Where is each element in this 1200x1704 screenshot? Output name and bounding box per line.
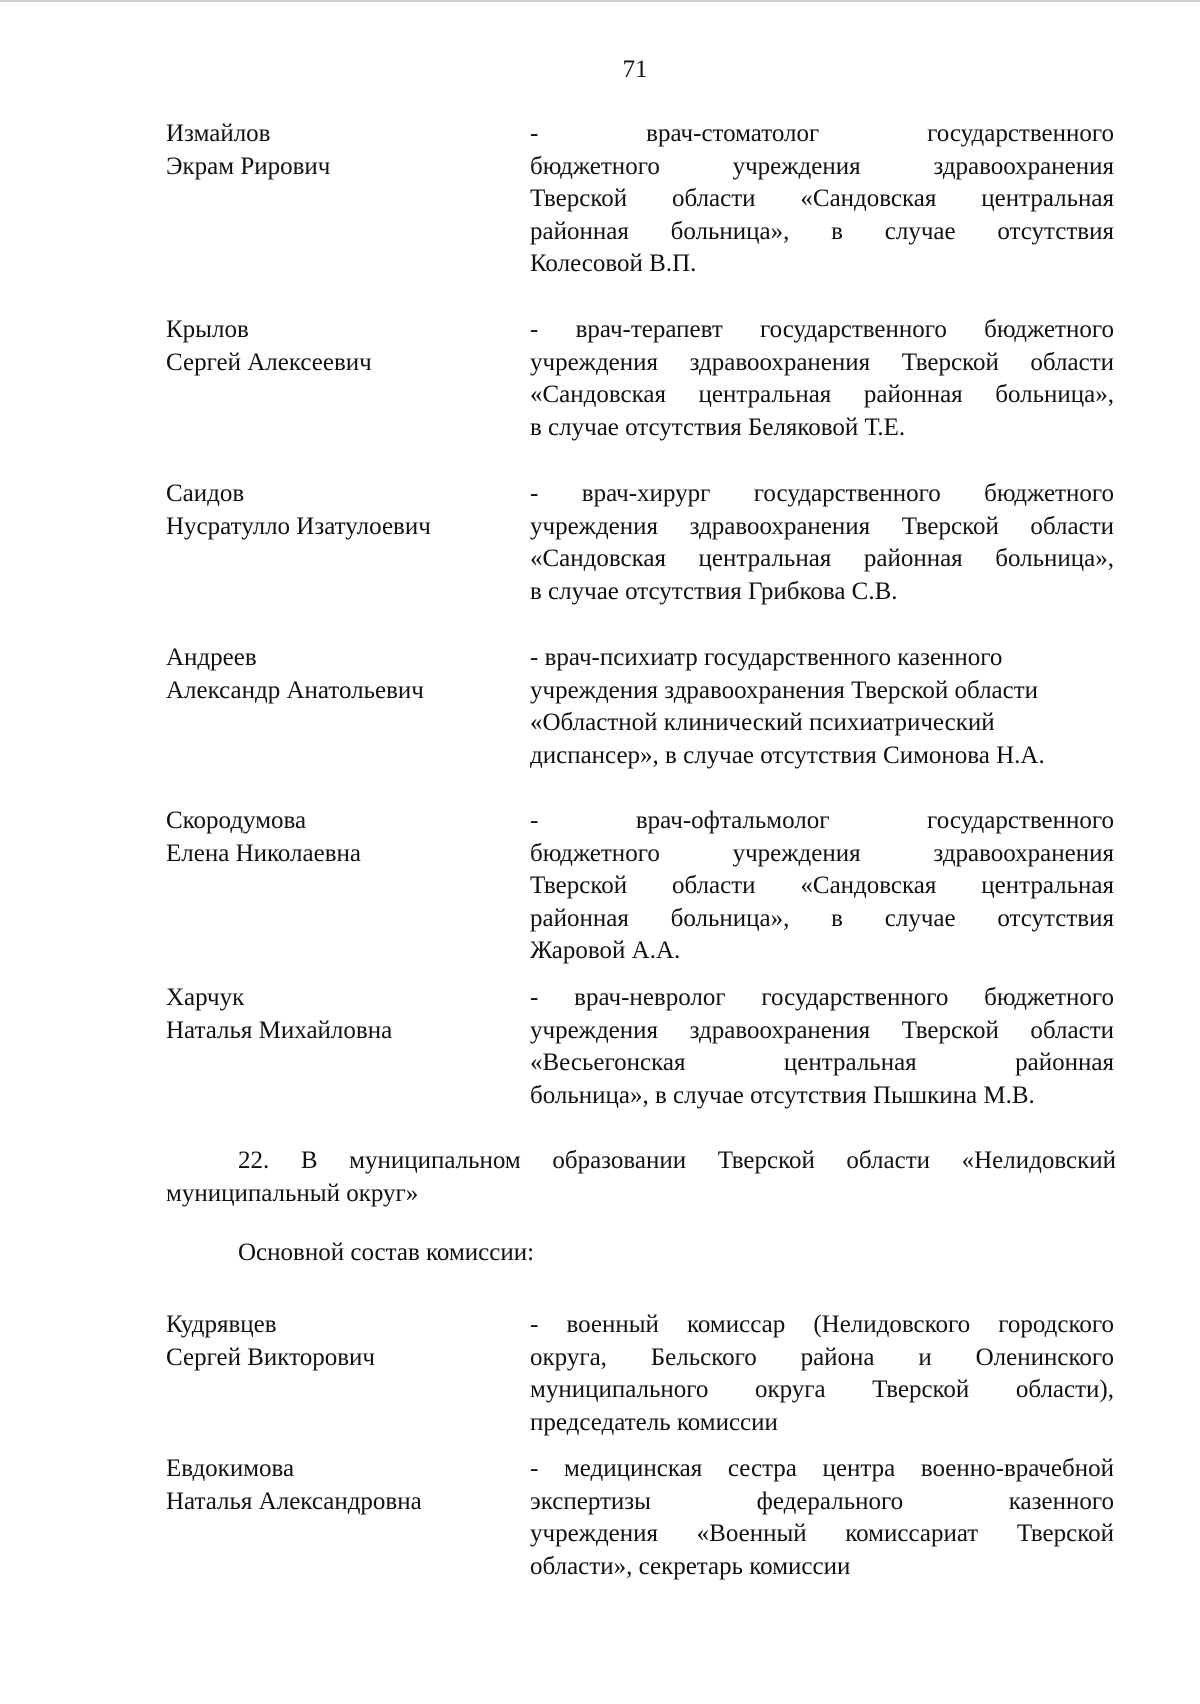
desc-line: округа, Бельского района и Оленинского — [530, 1343, 1114, 1371]
member-name — [166, 314, 486, 379]
desc-line: области», секретарь комиссии — [530, 1552, 851, 1580]
desc-line: в случае отсутствия Грибкова С.В. — [530, 577, 898, 605]
member-surname: Измайлов — [166, 120, 271, 147]
desc-line: больница», в случае отсутствия Пышкина М.В. — [530, 1081, 1035, 1109]
desc-line: учреждения здравоохранения Тверской области — [530, 676, 1039, 704]
member-name — [166, 642, 486, 707]
member-given-name: Елена Николаевна — [166, 839, 361, 867]
desc-line: - врач-хирург государственного бюджетного — [530, 480, 1114, 507]
desc-line: бюджетного учреждения здравоохранения — [530, 152, 1114, 180]
desc-line: Колесовой В.П. — [530, 250, 697, 277]
desc-line: Жаровой А.А. — [530, 937, 681, 964]
desc-line: - военный комиссар (Нелидовского городского — [530, 1311, 1114, 1338]
desc-line: - врач-офтальмолог государственного — [530, 807, 1114, 834]
member-surname: Андреев — [166, 644, 257, 671]
desc-line: учреждения «Военный комиссариат Тверской — [530, 1520, 1114, 1547]
desc-line: «Весьегонская центральная районная — [530, 1049, 1114, 1076]
member-surname: Кудрявцев — [166, 1311, 277, 1338]
desc-line: «Сандовская центральная районная больница», — [530, 545, 1114, 572]
desc-line: учреждения здравоохранения Тверской области — [530, 1016, 1114, 1044]
member-given-name: Наталья Михайловна — [166, 1016, 393, 1044]
member-given-name: Нусратулло Изатулоевич — [166, 512, 431, 540]
member-description — [530, 805, 1200, 968]
member-surname: Крылов — [166, 316, 249, 343]
desc-line: экспертизы федерального казенного — [530, 1487, 1114, 1515]
member-name — [166, 982, 486, 1047]
member-name — [166, 1453, 486, 1518]
desc-line: муниципального округа Тверской области), — [530, 1376, 1114, 1403]
member-given-name: Экрам Рирович — [166, 152, 331, 180]
member-name — [166, 118, 486, 183]
member-description — [530, 1309, 1200, 1439]
desc-line: - врач-психиатр государственного казенного — [530, 644, 1003, 671]
desc-line: «Сандовская центральная районная больница», — [530, 381, 1114, 408]
desc-line: - врач-терапевт государственного бюджетного — [530, 316, 1114, 343]
member-description — [530, 982, 1200, 1112]
desc-line: в случае отсутствия Беляковой Т.Е. — [530, 413, 906, 441]
section-heading-line: муниципальный округ» — [166, 1180, 419, 1207]
subheading-main-composition: Основной состав комиссии: — [238, 1239, 535, 1266]
member-given-name: Наталья Александровна — [166, 1487, 422, 1515]
desc-line: районная больница», в случае отсутствия — [530, 904, 1114, 932]
member-name — [166, 805, 486, 870]
member-description — [530, 314, 1200, 444]
desc-line: Тверской области «Сандовская центральная — [530, 185, 1114, 212]
member-surname: Евдокимова — [166, 1455, 295, 1482]
member-surname: Скородумова — [166, 807, 307, 834]
member-surname: Саидов — [166, 480, 245, 507]
desc-line: «Областной клинический психиатрический — [530, 709, 995, 736]
desc-line: - медицинская сестра центра военно-врачебной — [530, 1455, 1114, 1482]
member-description — [530, 118, 1200, 281]
desc-line: Тверской области «Сандовская центральная — [530, 872, 1114, 899]
desc-line: - врач-стоматолог государственного — [530, 120, 1114, 147]
section-heading-paragraph — [166, 1144, 1116, 1210]
desc-line: диспансер», в случае отсутствия Симонова Н.А. — [530, 741, 1045, 769]
member-description — [530, 1453, 1200, 1583]
desc-line: бюджетного учреждения здравоохранения — [530, 839, 1114, 867]
desc-line: председатель комиссии — [530, 1408, 778, 1436]
member-given-name: Александр Анатольевич — [166, 676, 424, 704]
member-description — [530, 642, 1200, 772]
desc-line: - врач-невролог государственного бюджетного — [530, 984, 1114, 1011]
desc-line: районная больница», в случае отсутствия — [530, 217, 1114, 245]
member-given-name: Сергей Викторович — [166, 1343, 375, 1371]
page-number: 71 — [622, 56, 648, 83]
member-description — [530, 478, 1200, 608]
desc-line: учреждения здравоохранения Тверской области — [530, 348, 1114, 376]
member-name — [166, 1309, 486, 1374]
desc-line: учреждения здравоохранения Тверской области — [530, 512, 1114, 540]
member-name — [166, 478, 486, 543]
member-surname: Харчук — [166, 984, 245, 1011]
section-heading-line: 22. В муниципальном образовании Тверской области «Нелидовский — [238, 1147, 1116, 1174]
scan-edge-line — [0, 0, 1200, 2]
member-given-name: Сергей Алексеевич — [166, 348, 372, 376]
